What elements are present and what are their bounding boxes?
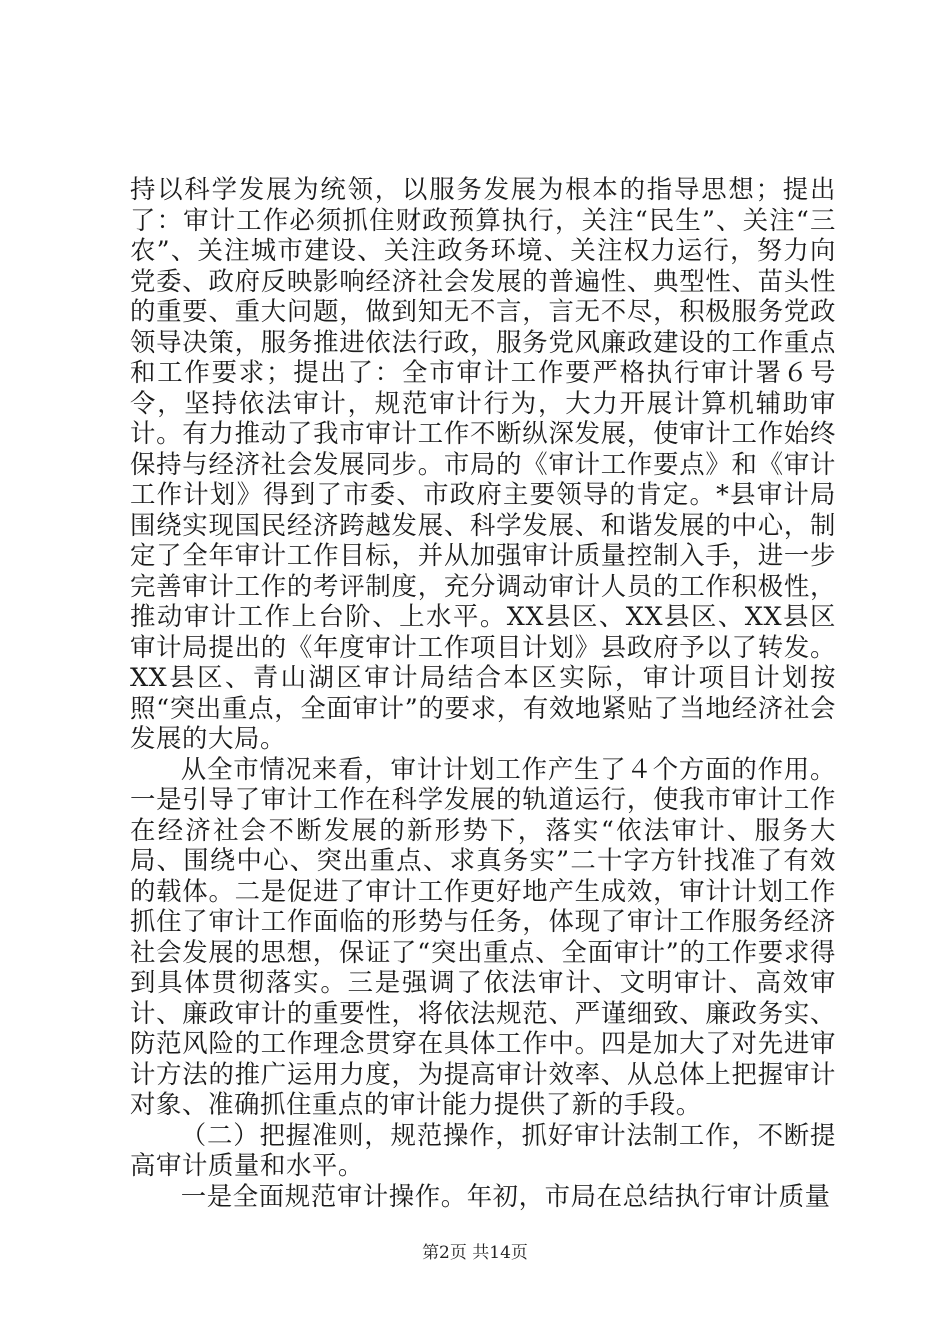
document-body — [130, 174, 836, 1211]
page-footer — [0, 1242, 950, 1264]
paragraph-2: 从全市情况来看，审计计划工作产生了４个方面的作用。一是引导了审计工作在科学发展的轨道运行，使我市审计工作在经济社会不断发展的新形势下，落实“依法审计、服务大局、围绕中心、突出重点、求真务实”二十字方针找准了有效的载体。二是促进了审计工作更好地产生成效，审计计划工作抓住了审计工作面临的形势与任务，体现了审计工作服务经济社会发展的思想，保证了“突出重点、全面审计”的工作要求得到具体贯彻落实。三是强调了依法审计、文明审计、高效审计、廉政审计的重要性，将依法规范、严谨细致、廉政务实、防范风险的工作理念贯穿在具体工作中。四是加大了对先进审计方法的推广运用力度，为提高审计效率、从总体上把握审计对象、准确抓住重点的审计能力提供了新的手段。 — [130, 753, 836, 1119]
page-total: 共14页 — [472, 1243, 528, 1263]
paragraph-4: 一是全面规范审计操作。年初，市局在总结执行审计质量 — [180, 1180, 831, 1211]
paragraph-3: （二）把握准则，规范操作，抓好审计法制工作，不断提高审计质量和水平。 — [130, 1119, 836, 1180]
paragraph-1: 持以科学发展为统领，以服务发展为根本的指导思想；提出了：审计工作必须抓住财政预算执行，关注“民生”、关注“三农”、关注城市建设、关注政务环境、关注权力运行，努力向党委、政府反映影响经济社会发展的普遍性、典型性、苗头性的重要、重大问题，做到知无不言，言无不尽，积极服务党政领导决策，服务推进依法行政，服务党风廉政建设的工作重点和工作要求；提出了：全市审计工作要严格执行审计署６号令，坚持依法审计，规范审计行为，大力开展计算机辅助审计。有力推动了我市审计工作不断纵深发展，使审计工作始终保持与经济社会发展同步。市局的《审计工作要点》和《审计工作计划》得到了市委、市政府主要领导的肯定。*县审计局围绕实现国民经济跨越发展、科学发展、和谐发展的中心，制定了全年审计工作目标，并从加强审计质量控制入手，进一步完善审计工作的考评制度，充分调动审计人员的工作积极性，推动审计工作上台阶、上水平。XX县区、XX县区、XX县区审计局提出的《年度审计工作项目计划》县政府予以了转发。XX县区、青山湖区审计局结合本区实际，审计项目计划按照“突出重点，全面审计”的要求，有效地紧贴了当地经济社会发展的大局。 — [130, 174, 836, 753]
page-number: 第2页 — [422, 1243, 467, 1263]
